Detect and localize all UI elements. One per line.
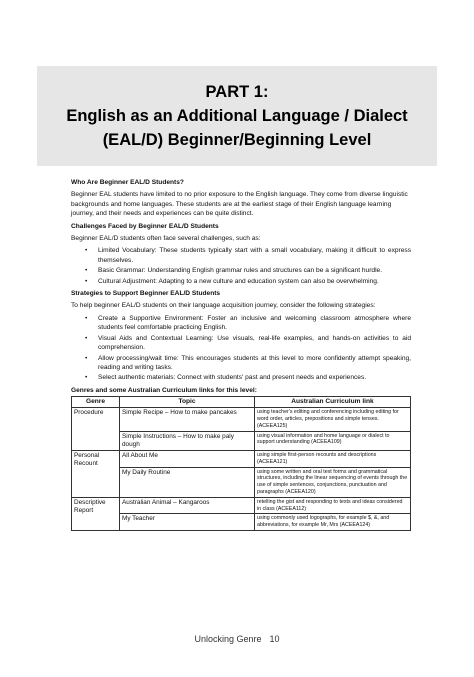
strategies-list [71,314,411,383]
curriculum-link-cell: using some written and oral text forms and grammatical structures, including the linear sequencing of events through the use of simple sentences, conjunctions, punctuation and paragraphs (ACEEA120) [255,467,411,497]
column-header-topic: Topic [120,397,255,408]
challenges-list [71,246,411,286]
title-banner [37,66,437,166]
topic-cell: My Teacher [120,514,255,531]
list-item: • Visual Aids and Contextual Learning: Use visuals, real-life examples, and hands-on activities to aid comprehension. [85,334,411,352]
title-line-1: English as an Additional Language / Dialect [66,107,408,125]
list-item: • Select authentic materials: Connect with students' past and present needs and experiences. [85,374,367,382]
curriculum-link-cell: retelling the gist and responding to texts and ideas considered in class (ACEEA112) [255,497,411,514]
document-body [71,178,411,531]
curriculum-link-cell: using teacher's editing and conferencing including editing for word order, articles, prepositions and simple tenses. (ACEEA125) [255,408,411,431]
list-item: • Allow processing/wait time: This encourages students at this level to more confidently attempt speaking, reading and writing tasks. [85,354,411,371]
column-header-link: Australian Curriculum link [255,397,411,408]
topic-cell: Simple Instructions – How to make paly dough [120,431,255,450]
table-row [72,497,411,514]
column-header-genre: Genre [72,397,120,408]
bullet-icon: • [85,314,88,322]
footer-title: Unlocking Genre [194,634,262,644]
page-number: 10 [269,634,280,644]
table-title: Genres and some Australian Curriculum links for this level: [71,386,257,394]
curriculum-table [71,396,411,531]
table-header-row [72,397,411,408]
page-footer [0,634,474,644]
topic-cell: All About Me [120,450,255,467]
title-line-2: (EAL/D) Beginner/Beginning Level [102,131,372,149]
table-row [72,467,411,497]
topic-cell: My Daily Routine [120,467,255,497]
curriculum-link-cell: using commonly used logographs, for example $, &, and abbreviations, for example Mr, Mrs (ACEEA124) [255,514,411,531]
bullet-icon: • [85,354,88,362]
strategies-intro: To help beginner EAL/D students on their language acquisition journey, consider the following strategies: [71,302,376,310]
table-row [72,514,411,531]
challenges-heading: Challenges Faced by Beginner EAL/D Students [71,222,219,230]
curriculum-link-cell: using visual information and home language or dialect to support understanding (ACEEA109) [255,431,411,450]
bullet-icon: • [85,374,88,382]
genre-cell: Descriptive Report [72,497,120,530]
who-heading: Who Are Beginner EAL/D Students? [71,179,184,186]
part-label: PART 1: [205,83,269,101]
bullet-icon: • [85,247,88,255]
curriculum-link-cell: using simple first-person recounts and descriptions (ACEEA121) [255,450,411,467]
bullet-icon: • [85,334,88,342]
strategies-heading: Strategies to Support Beginner EAL/D Students [71,290,221,298]
table-row [72,408,411,431]
topic-cell: Simple Recipe – How to make pancakes [120,408,255,431]
challenges-intro: Beginner EAL/D students often face several challenges, such as: [71,235,261,243]
table-row [72,431,411,450]
genre-cell: Personal Recount [72,450,120,497]
list-item: • Basic Grammar: Understanding English grammar rules and structures can be a significant hurdle. [85,267,383,275]
list-item: • Create a Supportive Environment: Foster an inclusive and welcoming classroom atmosphere where students feel comfortable practicing English. [85,314,411,332]
list-item: • Cultural Adjustment: Adapting to a new culture and education system can also be overwhelming. [85,277,379,285]
topic-cell: Australian Animal – Kangaroos [120,497,255,514]
table-row [72,450,411,467]
bullet-icon: • [85,277,88,285]
who-paragraph: Beginner EAL students have limited to no prior exposure to the English language. They come from diverse linguistic backgrounds and home languages. These students are at the earliest stage of their English language learning journey, and their needs and experiences can be quite distinct. [71,191,408,218]
list-item: • Limited Vocabulary: These students typically start with a small vocabulary, making it difficult to express themselves. [85,247,411,264]
genre-cell: Procedure [72,408,120,451]
bullet-icon: • [85,267,88,275]
